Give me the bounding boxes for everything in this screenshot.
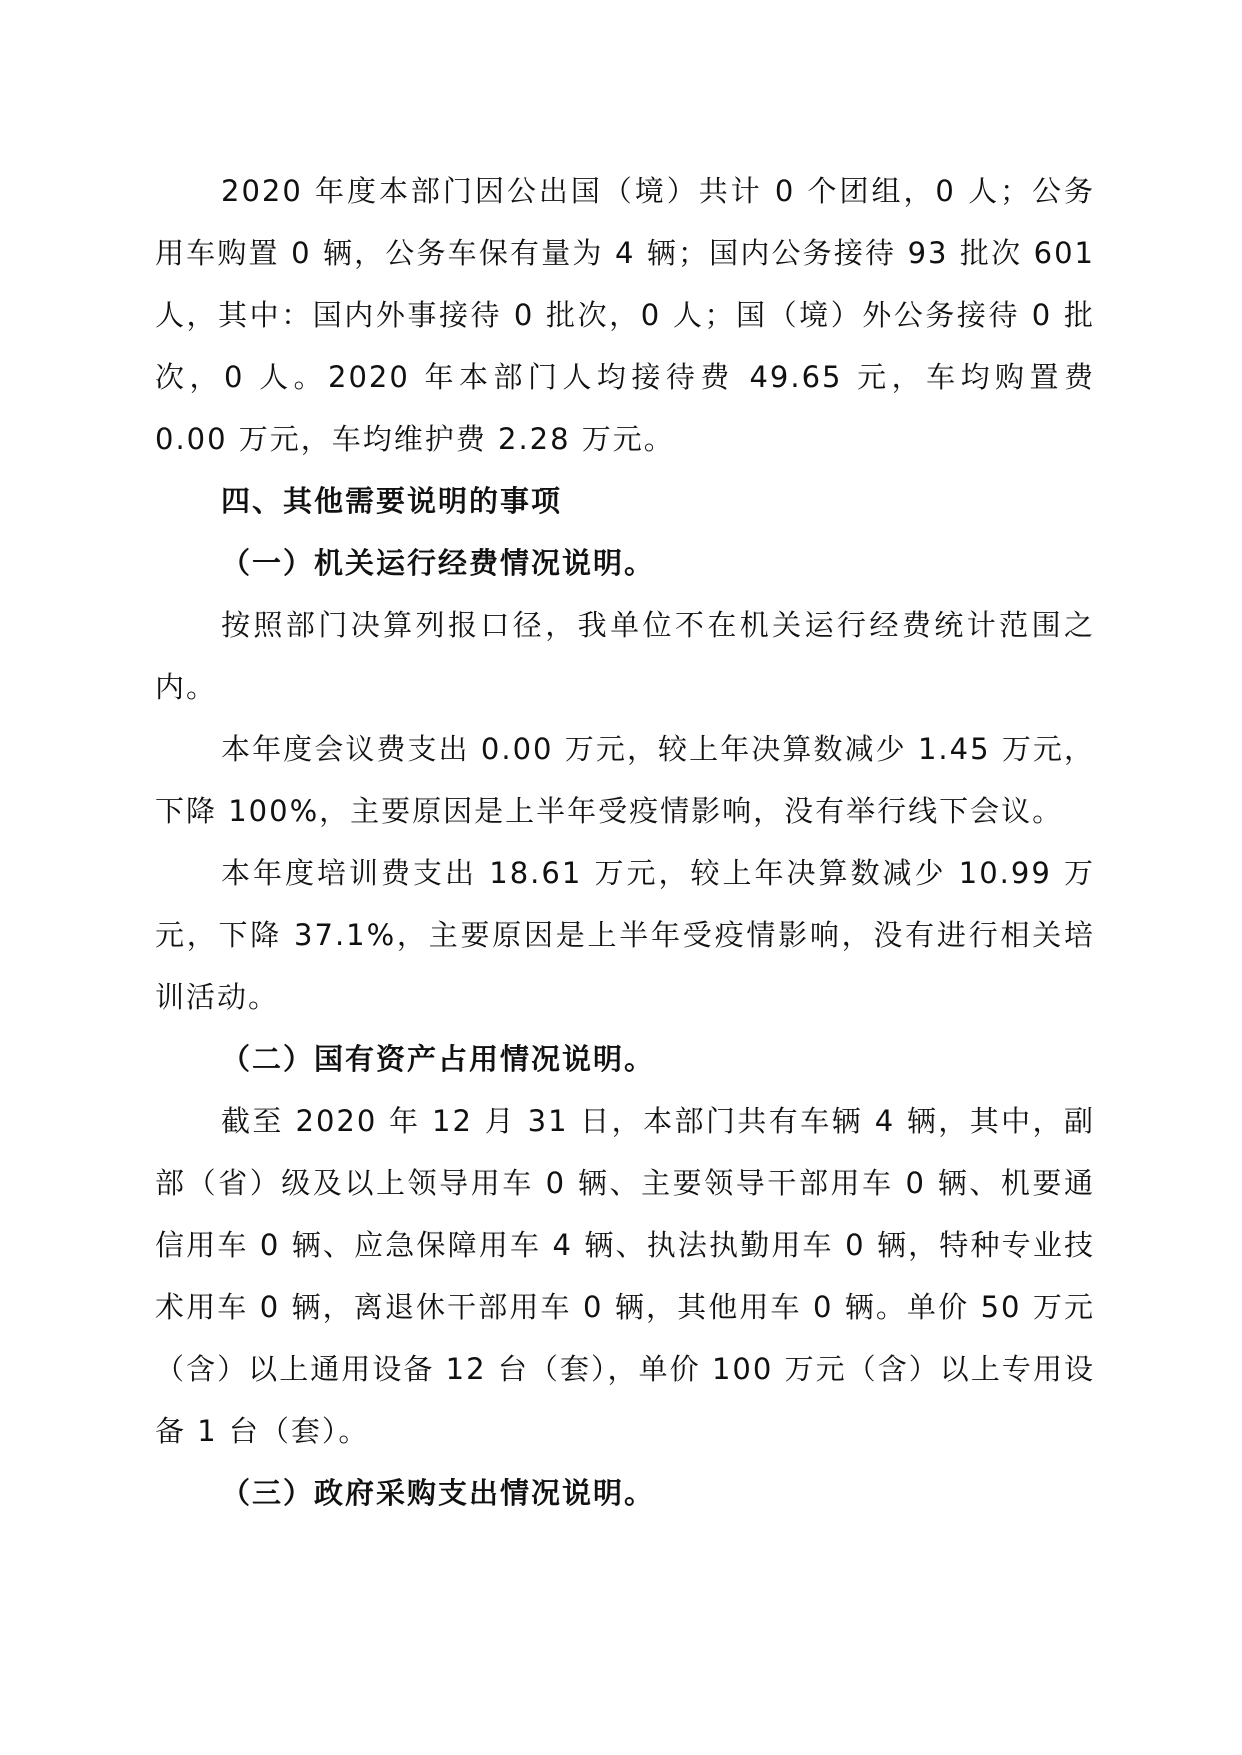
paragraph-training-expenses: 本年度培训费支出 18.61 万元，较上年决算数减少 10.99 万元，下降 37.1%，主要原因是上半年受疫情影响，没有进行相关培训活动。 <box>155 856 1095 1014</box>
paragraph-state-assets: 截至 2020 年 12 月 31 日，本部门共有车辆 4 辆，其中，副部（省）级及以上领导用车 0 辆、主要领导干部用车 0 辆、机要通信用车 0 辆、应急保障用车 4 辆、执法执勤用车 0 辆，特种专业技术用车 0 辆，离退休干部用车 0 辆，其他用车 0 辆。单价 50 万元（含）以上通用设备 12 台（套），单价 100 万元（含）以上专用设备 1 台（套）。 <box>155 1104 1095 1448</box>
subsection-heading-government-procurement: （三）政府采购支出情况说明。 <box>221 1476 656 1510</box>
section-heading-other-matters: 四、其他需要说明的事项 <box>221 484 563 518</box>
paragraph-operating-expenses-scope: 按照部门决算列报口径，我单位不在机关运行经费统计范围之内。 <box>155 608 1095 704</box>
subsection-heading-operating-expenses: （一）机关运行经费情况说明。 <box>221 546 656 580</box>
subsection-heading-state-assets: （二）国有资产占用情况说明。 <box>221 1042 656 1076</box>
paragraph-overseas-vehicles-reception: 2020 年度本部门因公出国（境）共计 0 个团组，0 人；公务用车购置 0 辆，公务车保有量为 4 辆；国内公务接待 93 批次 601 人，其中：国内外事接待 0 批次，0 人；国（境）外公务接待 0 批次，0 人。2020 年本部门人均接待费 49.65 元，车均购置费 0.00 万元，车均维护费 2.28 万元。 <box>155 174 1096 456</box>
document-body <box>155 160 1095 1524</box>
paragraph-meeting-expenses: 本年度会议费支出 0.00 万元，较上年决算数减少 1.45 万元，下降 100%，主要原因是上半年受疫情影响，没有举行线下会议。 <box>155 732 1095 828</box>
